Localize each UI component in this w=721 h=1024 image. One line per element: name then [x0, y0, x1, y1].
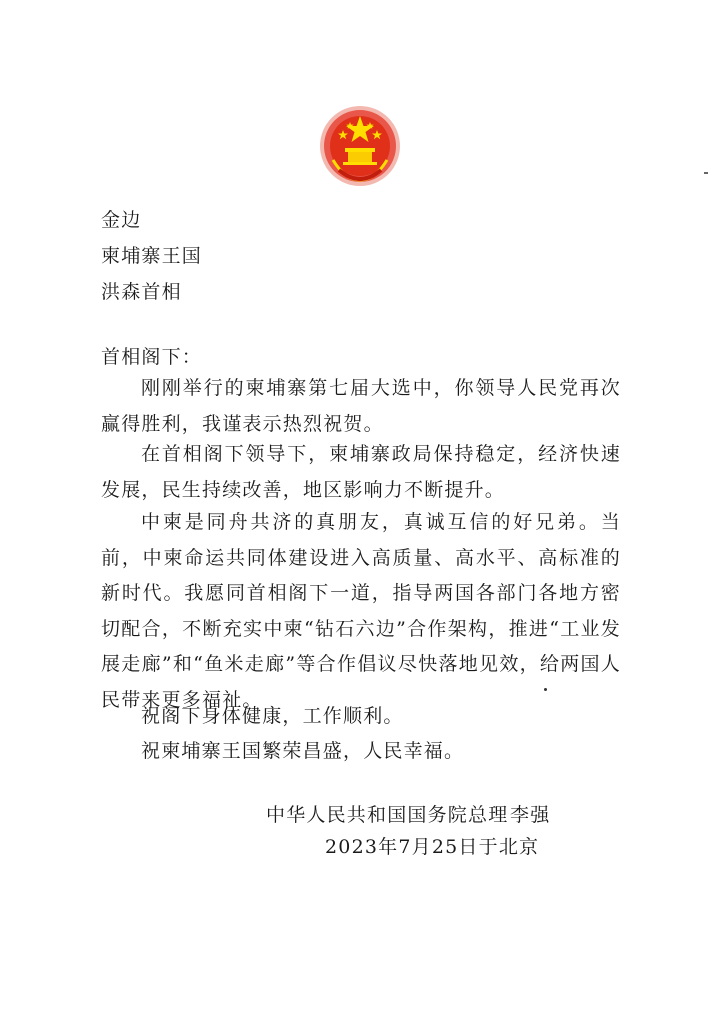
- paragraph-congratulation: 刚刚举行的柬埔寨第七届大选中，你领导人民党再次赢得胜利，我谨表示热烈祝贺。: [101, 377, 621, 435]
- salutation: 首相阁下：: [101, 346, 203, 368]
- paragraph-development: 在首相阁下领导下，柬埔寨政局保持稳定，经济快速发展，民生持续改善，地区影响力不断提升。: [101, 443, 621, 501]
- national-emblem-icon: [315, 100, 405, 190]
- paragraph-wish-health: 祝阁下身体健康，工作顺利。: [141, 705, 404, 727]
- signature-date: 2023年7月25日于北京: [325, 836, 540, 858]
- scan-speck: [544, 688, 547, 691]
- addressee-name: 洪森首相: [101, 281, 182, 303]
- addressee-city: 金边: [101, 209, 142, 231]
- scan-edge-mark: [704, 172, 708, 174]
- paragraph-cooperation: 中柬是同舟共济的真朋友，真诚互信的好兄弟。当前，中柬命运共同体建设进入高质量、高水平、高标准的新时代。我愿同首相阁下一道，指导两国各部门各地方密切配合，不断充实中柬“钻石六边”合作架构，推进“工业发展走廊”和“鱼米走廊”等合作倡议尽快落地见效，给两国人民带来更多福祉。: [101, 511, 621, 711]
- paragraph-wish-prosperity: 祝柬埔寨王国繁荣昌盛，人民幸福。: [141, 740, 465, 762]
- signature-title: 中华人民共和国国务院总理: [266, 804, 509, 826]
- signature-name: 李强: [510, 804, 551, 826]
- addressee-country: 柬埔寨王国: [101, 245, 203, 267]
